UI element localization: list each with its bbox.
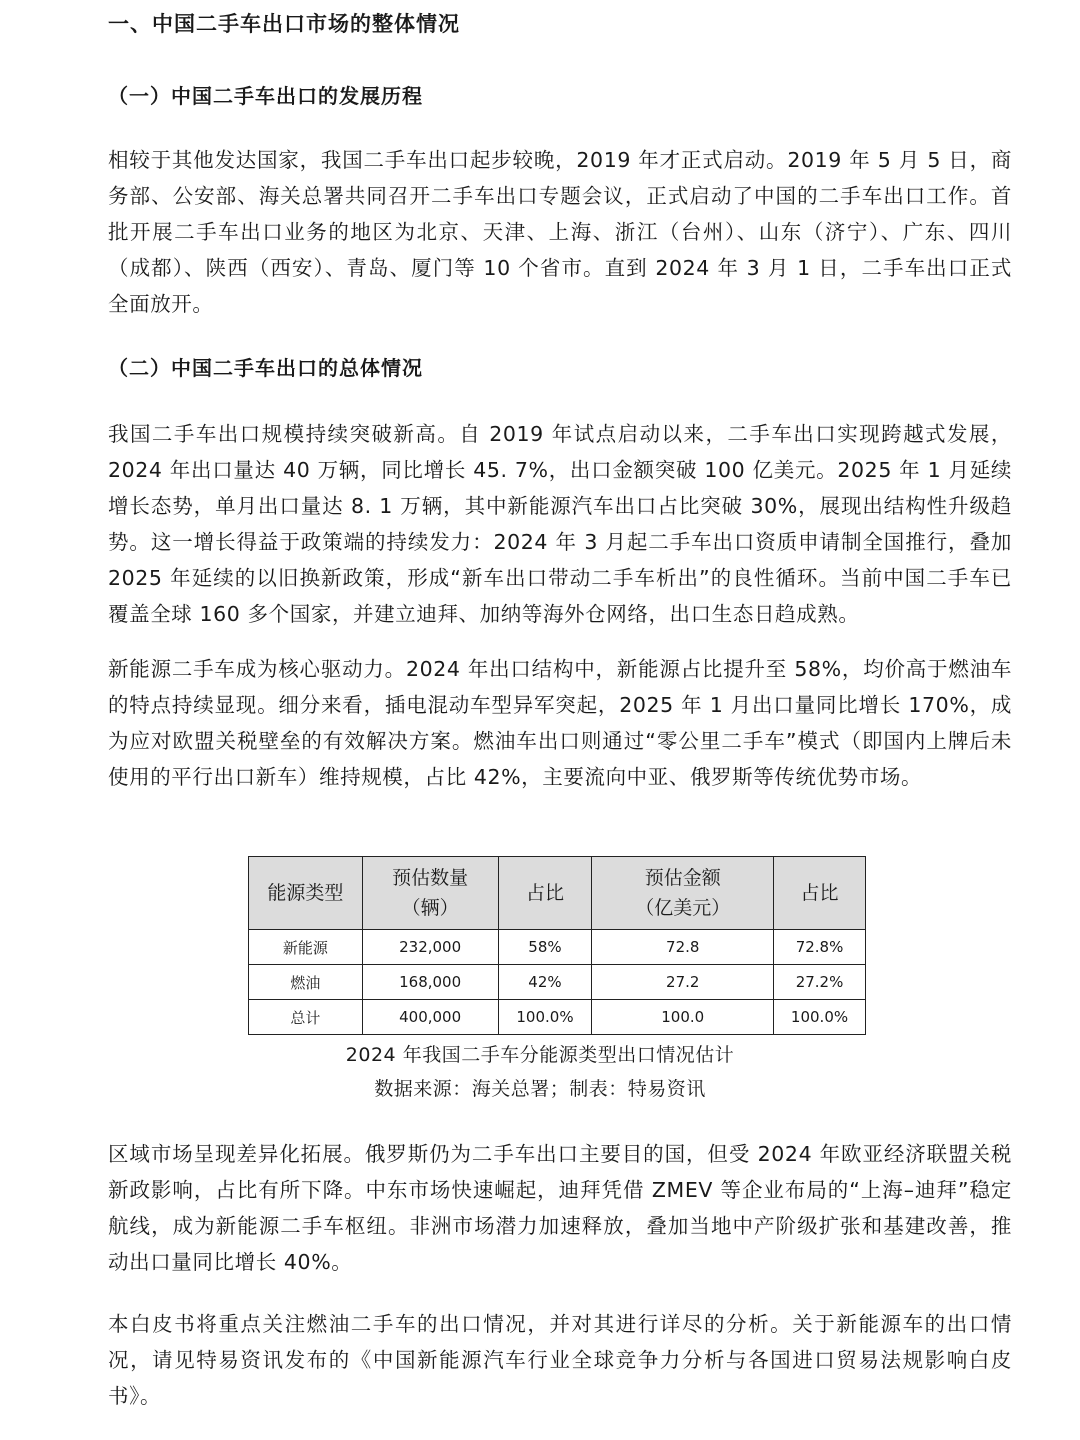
header-energy-type: 能源类型 — [249, 857, 363, 930]
header-quantity-unit: （辆） — [401, 897, 459, 919]
cell-amount: 100.0 — [592, 1000, 774, 1035]
cell-type: 燃油 — [249, 965, 363, 1000]
table-row — [249, 930, 866, 965]
cell-quantity: 168,000 — [362, 965, 498, 1000]
header-amount-share: 占比 — [774, 857, 866, 930]
paragraph-new-energy: 新能源二手车成为核心驱动力。2024 年出口结构中，新能源占比提升至 58%，均价高于燃油车的特点持续显现。细分来看，插电混动车型异军突起，2025 年 1 月出口量同比增长 170%，成为应对欧盟关税壁垒的有效解决方案。燃油车出口则通过“零公里二手车”模式（即国内上牌后未使用的平行出口新车）维持规模，占比 42%，主要流向中亚、俄罗斯等传统优势市场。 — [108, 657, 1012, 789]
cell-amount: 27.2 — [592, 965, 774, 1000]
table-row — [249, 965, 866, 1000]
header-amount-unit: （亿美元） — [635, 897, 731, 919]
cell-amount-share: 100.0% — [774, 1000, 866, 1035]
paragraph-scale: 我国二手车出口规模持续突破新高。自 2019 年试点启动以来，二手车出口实现跨越式发展，2024 年出口量达 40 万辆，同比增长 45. 7%，出口金额突破 100 亿美元。2025 年 1 月延续增长态势，单月出口量达 8. 1 万辆，其中新能源汽车出口占比突破 30%，展现出结构性升级趋势。这一增长得益于政策端的持续发力：2024 年 3 月起二手车出口资质申请制全国推行，叠加 2025 年延续的以旧换新政策，形成“新车出口带动二手车析出”的良性循环。当前中国二手车已覆盖全球 160 多个国家，并建立迪拜、加纳等海外仓网络，出口生态日趋成熟。 — [108, 422, 1012, 626]
table-row — [249, 1000, 866, 1035]
subsection-heading-overview: （二）中国二手车出口的总体情况 — [108, 356, 423, 380]
table-caption: 2024 年我国二手车分能源类型出口情况估计 — [345, 1044, 735, 1066]
paragraph-whitepaper-note: 本白皮书将重点关注燃油二手车的出口情况，并对其进行详尽的分析。关于新能源车的出口情况，请见特易资讯发布的《中国新能源汽车行业全球竞争力分析与各国进口贸易法规影响白皮书》。 — [108, 1312, 1012, 1408]
header-amount-label: 预估金额 — [644, 867, 721, 889]
cell-share: 100.0% — [498, 1000, 592, 1035]
cell-share: 58% — [498, 930, 592, 965]
cell-quantity: 232,000 — [362, 930, 498, 965]
header-estimated-quantity — [362, 857, 498, 930]
paragraph-history: 相较于其他发达国家，我国二手车出口起步较晚，2019 年才正式启动。2019 年 5 月 5 日，商务部、公安部、海关总署共同召开二手车出口专题会议，正式启动了中国的二手车出口工作。首批开展二手车出口业务的地区为北京、天津、上海、浙江（台州）、山东（济宁）、广东、四川（成都）、陕西（西安）、青岛、厦门等 10 个省市。直到 2024 年 3 月 1 日，二手车出口正式全面放开。 — [108, 148, 1012, 316]
header-quantity-label: 预估数量 — [392, 867, 469, 889]
cell-share: 42% — [498, 965, 592, 1000]
cell-type: 新能源 — [249, 930, 363, 965]
cell-quantity: 400,000 — [362, 1000, 498, 1035]
export-estimate-table — [248, 856, 866, 1035]
table-header-row — [249, 857, 866, 930]
cell-amount-share: 72.8% — [774, 930, 866, 965]
header-quantity-share: 占比 — [498, 857, 592, 930]
cell-type: 总计 — [249, 1000, 363, 1035]
section-heading: 一、中国二手车出口市场的整体情况 — [108, 12, 460, 36]
subsection-heading-history: （一）中国二手车出口的发展历程 — [108, 84, 423, 108]
table-source: 数据来源：海关总署；制表：特易资讯 — [374, 1078, 706, 1100]
cell-amount: 72.8 — [592, 930, 774, 965]
cell-amount-share: 27.2% — [774, 965, 866, 1000]
header-estimated-amount — [592, 857, 774, 930]
paragraph-regional: 区域市场呈现差异化拓展。俄罗斯仍为二手车出口主要目的国，但受 2024 年欧亚经济联盟关税新政影响，占比有所下降。中东市场快速崛起，迪拜凭借 ZMEV 等企业布局的“上海–迪拜”稳定航线，成为新能源二手车枢纽。非洲市场潜力加速释放，叠加当地中产阶级扩张和基建改善，推动出口量同比增长 40%。 — [108, 1142, 1012, 1274]
